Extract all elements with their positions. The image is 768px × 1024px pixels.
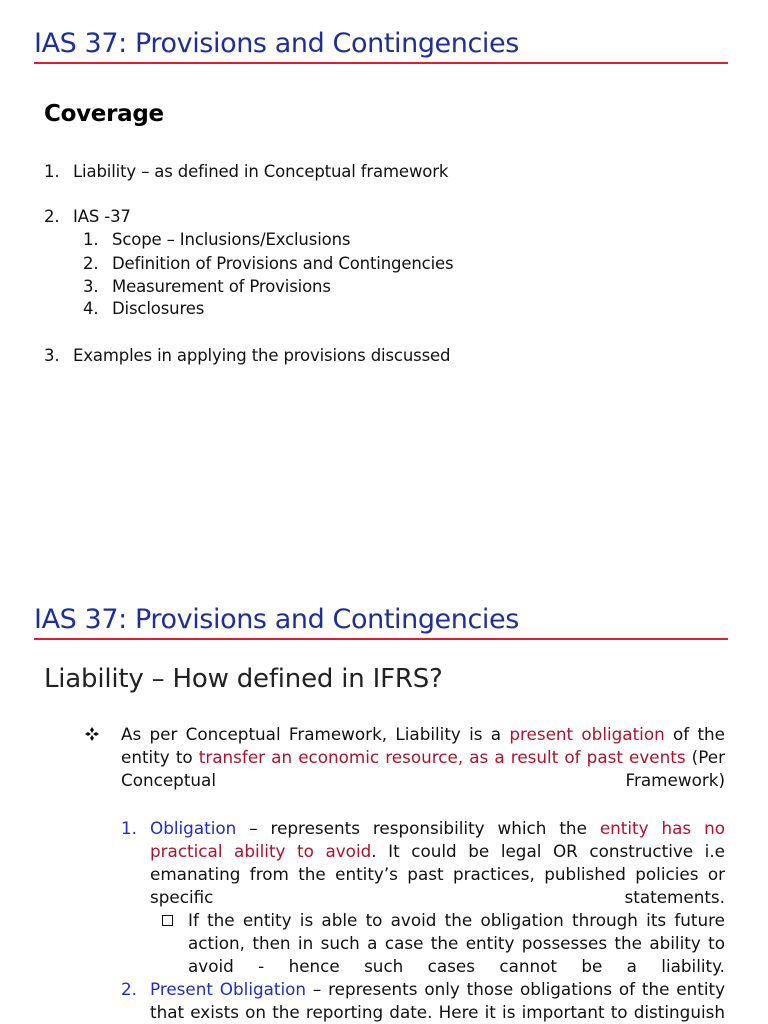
liability-definition: As per Conceptual Framework, Liability is a present obligation of the entity to transfer an economic resource, as a result of past events (Per Conceptual Framework) [121,724,725,790]
title-underline [34,62,728,64]
sublist-item-number: 1. [83,230,99,249]
slide-liability [0,580,768,1024]
slide-title: IAS 37: Provisions and Contingencies [34,604,519,635]
list-item-text: Examples in applying the provisions discussed [73,346,451,365]
list-item-number: 3. [44,346,60,365]
obligation-definition: Obligation – represents responsibility which the entity has no practical ability to avoid. It could be legal OR constructive i.e emanating from the entity’s past practices, published policies or specific statements. [150,818,726,907]
list-item [44,162,59,181]
point-number: 1. [121,818,138,838]
coverage-heading: Coverage [44,101,164,127]
list-item-text: IAS -37 [73,207,131,226]
title-underline [34,638,728,640]
term-obligation: Obligation [150,818,237,838]
sublist-item-text: Definition of Provisions and Contingencies [112,254,454,273]
term-present-obligation: Present Obligation [150,979,307,999]
diamond-bullet-icon [85,727,99,741]
sublist-item-text: Disclosures [112,299,205,318]
sublist-item-text: Scope – Inclusions/Exclusions [112,230,351,249]
point-number: 2. [121,979,138,999]
section-subtitle: Liability – How defined in IFRS? [44,664,443,694]
sublist-item-number: 2. [83,254,99,273]
checkbox-bullet-icon [162,915,173,926]
list-item-number: 2. [44,207,60,226]
sublist-item-number: 3. [83,277,99,296]
sublist-item-text: Measurement of Provisions [112,277,331,296]
highlight-transfer-resource: transfer an economic resource, as a result of past events [198,747,686,767]
obligation-note: If the entity is able to avoid the obligation through its future action, then in such a case the entity possesses the ability to avoid - hence such cases cannot be a liability. [188,910,725,976]
present-obligation-definition: Present Obligation – represents only those obligations of the entity that exists on the reporting date. Here it is important to distinguish [150,979,726,1022]
list-item-text: Liability – as defined in Conceptual framework [73,162,449,181]
highlight-present-obligation: present obligation [509,724,665,744]
sublist-item-number: 4. [83,299,99,318]
list-item-number: 1. [44,162,60,181]
slide-title: IAS 37: Provisions and Contingencies [34,28,519,59]
